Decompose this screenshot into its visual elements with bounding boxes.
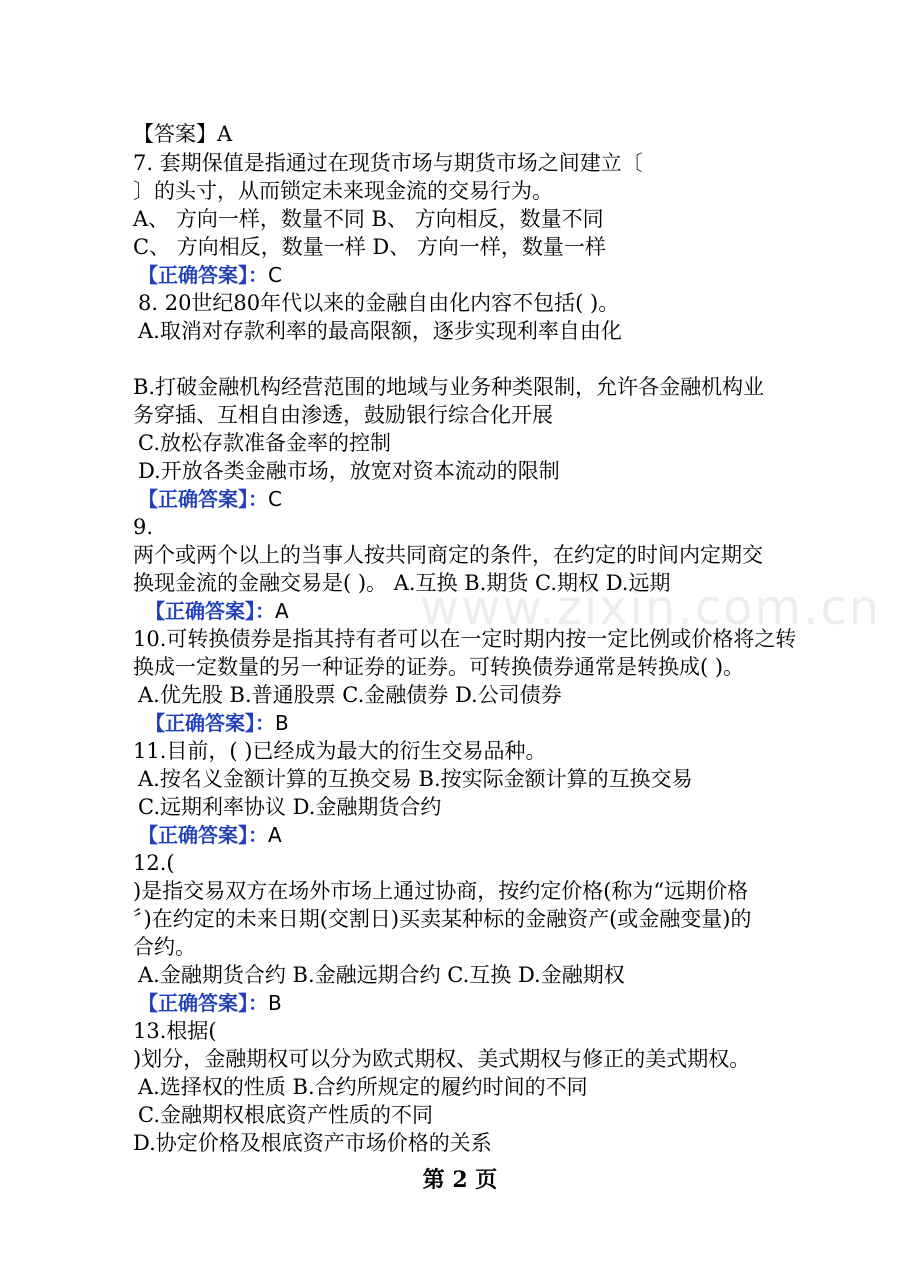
question-7-options-ab: A、 方向一样，数量不同 B、 方向相反，数量不同 [133,207,604,231]
answer-value: B [275,711,289,735]
answer-value: A [268,823,282,847]
question-8-option-b: B.打破金融机构经营范围的地域与业务种类限制，允许各金融机构业 [133,375,765,399]
answer-value: C [268,263,282,287]
answer-label: 【正确答案】： [145,711,275,735]
question-12-cont: 〞)在约定的未来日期(交割日)买卖某种标的金融资产(或金融变量)的 [133,907,752,931]
answer-value: C [268,487,282,511]
question-8-option-a: A.取消对存款利率的最高限额，逐步实现利率自由化 [138,319,622,343]
page-number: 第 2 页 [422,1167,498,1193]
question-13-option-c: C.金融期权根底资产性质的不同 [138,1103,433,1127]
answer-label: 【正确答案】： [138,823,268,847]
answer-label: 【正确答案】： [138,991,268,1015]
answer-label: 【正确答案】： [138,263,268,287]
question-12-options: A.金融期货合约 B.金融远期合约 C.互换 D.金融期权 [138,963,625,987]
answer-value: A [275,599,289,623]
question-9: 两个或两个以上的当事人按共同商定的条件，在约定的时间内定期交 [133,543,763,567]
question-11-options-cd: C.远期利率协议 D.金融期货合约 [138,795,442,819]
question-13-option-d: D.协定价格及根底资产市场价格的关系 [133,1131,492,1155]
question-8-option-c: C.放松存款准备金率的控制 [138,431,391,455]
answer-q9 [145,597,289,625]
question-12-number: 12.( [133,851,175,875]
question-11: 11.目前，( )已经成为最大的衍生交易品种。 [133,739,547,763]
question-12: )是指交易双方在场外市场上通过协商，按约定价格(称为“远期价格 [133,879,749,903]
answer-label: 【正确答案】： [145,599,275,623]
watermark: www.zixin.com.cn [420,580,882,636]
question-7: 7. 套期保值是指通过在现货市场与期货市场之间建立〔 [133,151,643,175]
answer-q12 [138,989,282,1017]
question-7-options-cd: C、 方向相反，数量一样 D、 方向一样，数量一样 [133,235,606,259]
question-10-options: A.优先股 B.普通股票 C.金融债券 D.公司债券 [138,683,562,707]
question-10: 10.可转换债券是指其持有者可以在一定时期内按一定比例或价格将之转 [133,627,797,651]
answer-q11 [138,821,282,849]
question-8: 8. 20世纪80年代以来的金融自由化内容不包括( )。 [138,291,620,315]
answer-q8 [138,485,282,513]
answer-q7 [138,261,282,289]
question-13: )划分，金融期权可以分为欧式期权、美式期权与修正的美式期权。 [133,1047,751,1071]
question-13-options-ab: A.选择权的性质 B.合约所规定的履约时间的不同 [138,1075,588,1099]
question-12-cont-2: 合约。 [133,935,196,959]
answer-q10 [145,709,289,737]
question-8-option-b-cont: 务穿插、互相自由渗透，鼓励银行综合化开展 [133,403,553,427]
question-10-cont: 换成一定数量的另一种证券的证券。可转换债券通常是转换成( )。 [133,655,745,679]
question-7-cont: 〕的头寸，从而锁定未来现金流的交易行为。 [133,179,553,203]
question-11-options-ab: A.按名义金额计算的互换交易 B.按实际金额计算的互换交易 [138,767,693,791]
answer-label: 【正确答案】： [138,487,268,511]
answer-value: B [268,991,282,1015]
question-9-cont: 换现金流的金融交易是( )。 A.互换 B.期货 C.期权 D.远期 [133,571,671,595]
question-13-number: 13.根据( [133,1019,217,1043]
question-9-number: 9. [133,515,154,539]
question-8-option-d: D.开放各类金融市场，放宽对资本流动的限制 [138,459,560,483]
answer-line-q6: 【答案】A [133,122,233,146]
